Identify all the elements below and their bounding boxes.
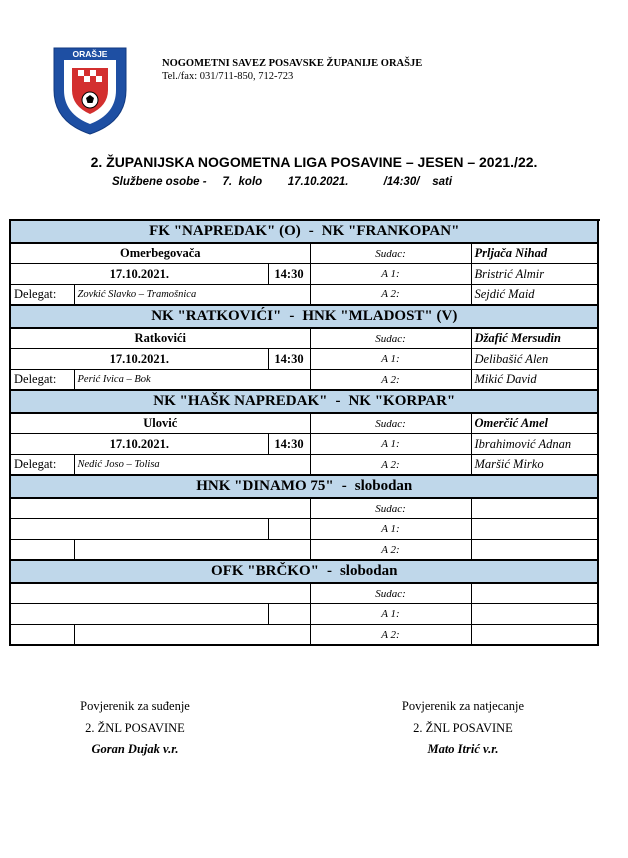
venue: Ulović: [10, 413, 310, 434]
match-row-date: A 1:: [10, 604, 598, 625]
match-row-delegate: Delegat: Perić Ivica – Bok A 2: Mikić David: [10, 369, 598, 390]
away-team: NK "FRANKOPAN": [321, 223, 460, 239]
away-team: NK "KORPAR": [348, 393, 456, 410]
match-row-venue: Ratkovići Sudac: Džafić Mersudin: [10, 328, 598, 349]
match-time: 14:30: [268, 434, 310, 455]
away-team: slobodan: [354, 478, 413, 495]
officials-schedule-table: [9, 219, 599, 646]
home-team: FK "NAPREDAK" (O): [149, 223, 301, 239]
delegate: Perić Ivica – Bok: [74, 369, 310, 390]
match-row-date: 17.10.2021. 14:30 A 1: Bristrić Almir: [10, 264, 598, 285]
referee-name: Džafić Mersudin: [471, 328, 598, 349]
signature-left: [15, 696, 255, 761]
signature-name: Goran Dujak v.r.: [91, 742, 179, 756]
match-row-date: 17.10.2021. 14:30 A 1: Delibašić Alen: [10, 349, 598, 370]
delegate: Zovkić Slavko – Tramošnica: [74, 284, 310, 305]
signature-name: Mato Itrić v.r.: [427, 742, 499, 756]
match-row-delegate: A 2:: [10, 540, 598, 561]
round-subtitle: Službene osobe - 7. kolo 17.10.2021. /14:30/ sati: [112, 176, 453, 188]
assistant-1: Ibrahimović Adnan: [471, 434, 598, 455]
home-team: OFK "BRČKO": [211, 563, 319, 580]
away-team: slobodan: [339, 563, 398, 580]
referee-name: Omerčić Amel: [471, 413, 598, 434]
match-row-delegate: A 2:: [10, 625, 598, 646]
organization-block: [162, 57, 422, 83]
referee-name: Prljača Nihad: [471, 243, 598, 264]
match-header-row: NK "RATKOVIĆI" - HNK "MLADOST" (V): [10, 305, 598, 328]
signature-body: 2. ŽNL POSAVINE: [413, 720, 513, 735]
home-team: HNK "DINAMO 75": [196, 478, 334, 495]
match-header-row: HNK "DINAMO 75" - slobodan: [10, 475, 598, 498]
league-title: 2. ŽUPANIJSKA NOGOMETNA LIGA POSAVINE – JESEN – 2021./22.: [90, 154, 538, 170]
match-time: 14:30: [268, 349, 310, 370]
org-name: NOGOMETNI SAVEZ POSAVSKE ŽUPANIJE ORAŠJE: [162, 58, 423, 69]
match-header-row: OFK "BRČKO" - slobodan: [10, 560, 598, 583]
venue: Ratkovići: [10, 328, 310, 349]
match-row-venue: Ulović Sudac: Omerčić Amel: [10, 413, 598, 434]
match-date: 17.10.2021.: [10, 264, 268, 285]
logo-top-text: ORAŠJE: [72, 49, 108, 59]
signature-body: 2. ŽNL POSAVINE: [85, 720, 185, 735]
venue: Omerbegovača: [10, 243, 310, 264]
match-row-venue: Sudac:: [10, 583, 598, 604]
match-row-venue: Omerbegovača Sudac: Prljača Nihad: [10, 243, 598, 264]
match-time: 14:30: [268, 264, 310, 285]
assistant-2: Sejdić Maid: [471, 284, 598, 305]
match-row-venue: Sudac:: [10, 498, 598, 519]
match-row-delegate: Delegat: Nedić Joso – Tolisa A 2: Maršić Mirko: [10, 455, 598, 476]
org-contact: Tel./fax: 031/711-850, 712-723: [162, 71, 294, 82]
home-team: NK "RATKOVIĆI": [151, 308, 282, 325]
signature-role: Povjerenik za natjecanje: [401, 699, 525, 713]
assistant-2: Maršić Mirko: [471, 455, 598, 476]
match-date: 17.10.2021.: [10, 349, 268, 370]
match-row-date: 17.10.2021. 14:30 A 1: Ibrahimović Adnan: [10, 434, 598, 455]
assistant-1: Bristrić Almir: [471, 264, 598, 285]
signature-role: Povjerenik za suđenje: [80, 699, 190, 713]
signature-right: [343, 696, 583, 761]
nspz-logo: [48, 40, 132, 136]
match-header-row: NK "HAŠK NAPREDAK" - NK "KORPAR": [10, 390, 598, 413]
match-header-row: FK "NAPREDAK" (O) - NK "FRANKOPAN": [10, 220, 598, 243]
match-row-date: A 1:: [10, 519, 598, 540]
home-team: NK "HAŠK NAPREDAK": [153, 393, 328, 410]
away-team: HNK "MLADOST" (V): [302, 308, 458, 325]
delegate: Nedić Joso – Tolisa: [74, 455, 310, 476]
match-date: 17.10.2021.: [10, 434, 268, 455]
assistant-2: Mikić David: [471, 369, 598, 390]
assistant-1: Delibašić Alen: [471, 349, 598, 370]
match-row-delegate: Delegat: Zovkić Slavko – Tramošnica A 2: Sejdić Maid: [10, 284, 598, 305]
